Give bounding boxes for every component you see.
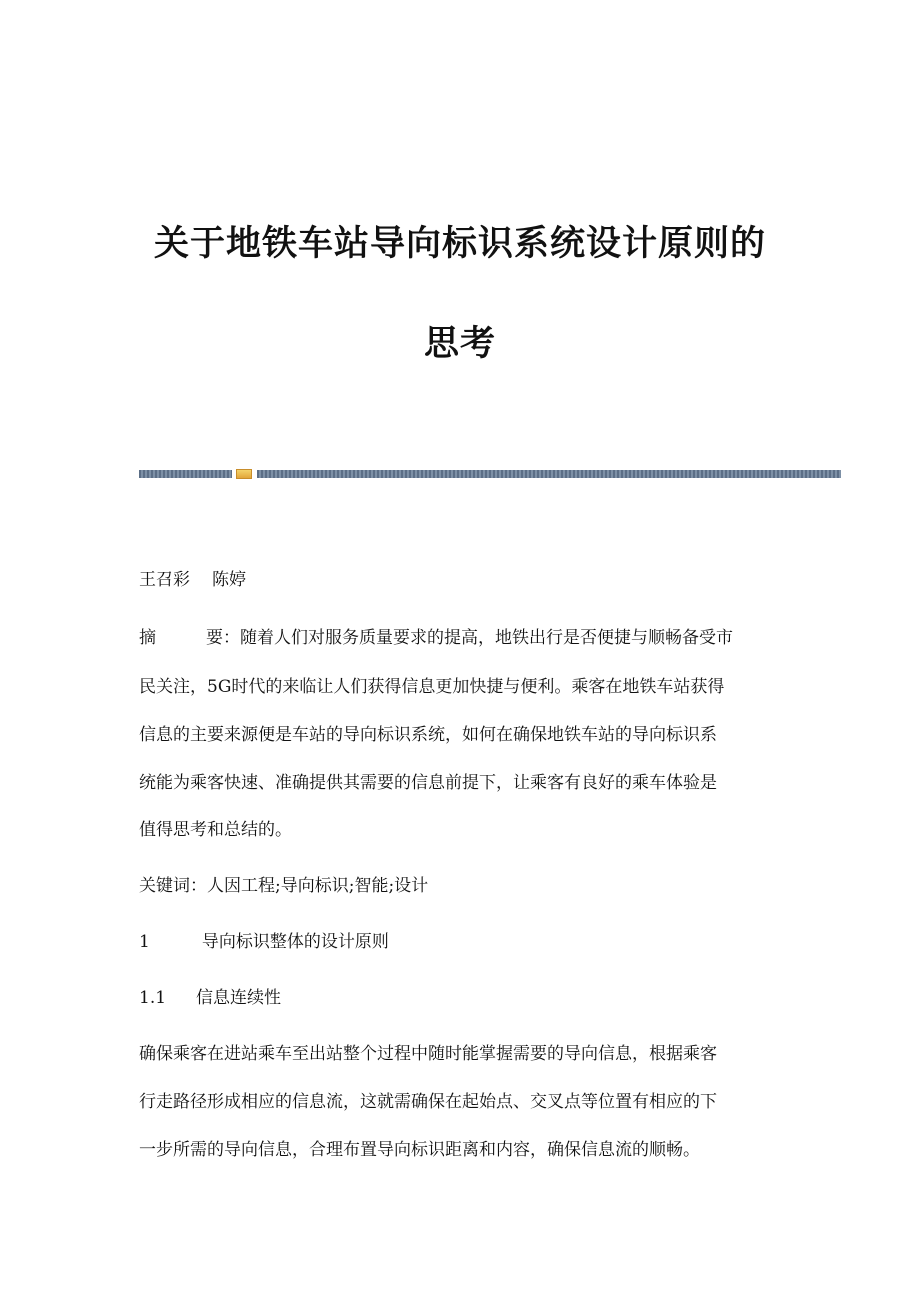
title-line-1: 关于地铁车站导向标识系统设计原则的 bbox=[153, 223, 766, 264]
divider-left bbox=[139, 470, 232, 478]
author-1: 王召彩 bbox=[139, 570, 190, 590]
divider-right bbox=[257, 470, 841, 478]
author-2: 陈婷 bbox=[212, 570, 246, 590]
abstract-text: 随着人们对服务质量要求的提高，地铁出行是否便捷与顺畅备受市 bbox=[240, 628, 733, 648]
abstract-line-5: 值得思考和总结的。 bbox=[139, 820, 292, 840]
abstract-line-1 bbox=[139, 626, 839, 650]
body-line-1: 确保乘客在进站乘车至出站整个过程中随时能掌握需要的导向信息，根据乘客 bbox=[139, 1044, 717, 1064]
section-1-title: 导向标识整体的设计原则 bbox=[201, 932, 389, 952]
body-line-2: 行走路径形成相应的信息流，这就需确保在起始点、交叉点等位置有相应的下 bbox=[139, 1092, 717, 1112]
abstract-label-b: 要： bbox=[206, 628, 240, 648]
title-line-2: 思考 bbox=[423, 323, 496, 364]
abstract-line-2: 民关注，5G时代的来临让人们获得信息更加快捷与便利。乘客在地铁车站获得 bbox=[139, 677, 725, 697]
abstract-label-a: 摘 bbox=[139, 628, 156, 648]
keywords: 关键词：人因工程;导向标识;智能;设计 bbox=[139, 876, 429, 896]
section-1-heading bbox=[139, 930, 839, 954]
abstract-line-4: 统能为乘客快速、准确提供其需要的信息前提下，让乘客有良好的乘车体验是 bbox=[139, 773, 717, 793]
section-1-1-heading bbox=[139, 986, 839, 1010]
authors bbox=[139, 568, 839, 592]
abstract-line-3: 信息的主要来源便是车站的导向标识系统，如何在确保地铁车站的导向标识系 bbox=[139, 725, 717, 745]
section-1-number: 1 bbox=[139, 932, 150, 952]
body-line-3: 一步所需的导向信息，合理布置导向标识距离和内容，确保信息流的顺畅。 bbox=[139, 1140, 700, 1160]
section-1-1-title: 信息连续性 bbox=[196, 988, 282, 1008]
divider-ornament bbox=[236, 469, 252, 479]
section-1-1-number: 1.1 bbox=[139, 988, 167, 1008]
